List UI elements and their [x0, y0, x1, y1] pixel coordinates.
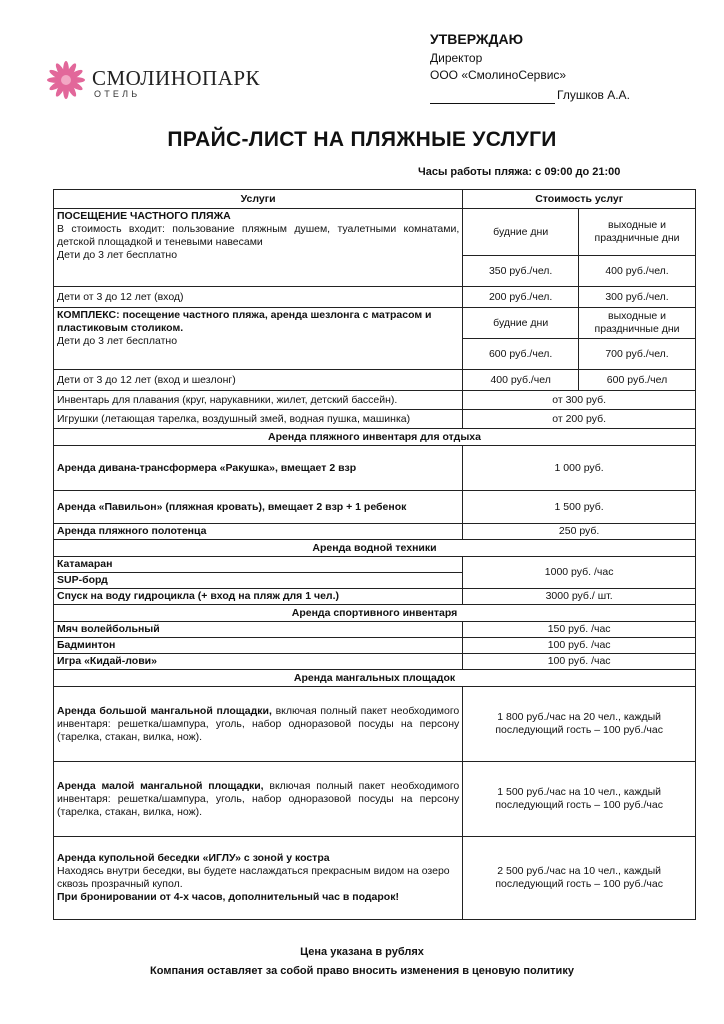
section-bbq-title: Аренда мангальных площадок [54, 670, 696, 687]
table-row [54, 622, 696, 638]
table-row [54, 370, 696, 391]
table-row [54, 391, 696, 410]
small-bbq-price: 1 500 руб./час на 10 чел., каждый последующий гость – 100 руб./час [463, 762, 696, 837]
private-price-weekends: 400 руб./чел. [579, 256, 696, 287]
table-row [54, 687, 696, 762]
table-row [54, 654, 696, 670]
section-row [54, 605, 696, 622]
big-bbq-price: 1 800 руб./час на 20 чел., каждый последующий гость – 100 руб./час [463, 687, 696, 762]
complex-kids-weekends: 600 руб./чел [579, 370, 696, 391]
table-row [54, 557, 696, 573]
private-beach-desc: В стоимость входит: пользование пляжным душем, туалетными комнатами, детской площадкой и теневыми навесами [57, 223, 460, 248]
signature-blank [430, 91, 555, 104]
table-row [54, 491, 696, 524]
private-beach-title: ПОСЕЩЕНИЕ ЧАСТНОГО ПЛЯЖА [57, 210, 231, 222]
catamaran-label: Катамаран [54, 557, 463, 573]
beach-hours: Часы работы пляжа: с 09:00 до 21:00 [418, 166, 621, 178]
logo-name: СМОЛИНОПАРК [92, 66, 261, 90]
toys-label: Игрушки (летающая тарелка, воздушный змей, водная пушка, машинка) [54, 410, 463, 429]
footer-disclaimer: Компания оставляет за собой право вносить изменения в ценовую политику [150, 965, 574, 977]
swim-gear-label: Инвентарь для плавания (круг, нарукавники, жилет, детский бассейн). [54, 391, 463, 410]
table-header-row [54, 190, 696, 209]
flower-logo-icon [44, 58, 88, 102]
section-row [54, 429, 696, 446]
swim-gear-price: от 300 руб. [463, 391, 696, 410]
kidai-price: 100 руб. /час [463, 654, 696, 670]
private-kids-label: Дети от 3 до 12 лет (вход) [54, 287, 463, 308]
hotel-logo [44, 58, 274, 108]
table-row [54, 837, 696, 920]
complex-kids-label: Дети от 3 до 12 лет (вход и шезлонг) [54, 370, 463, 391]
water-price: 1000 руб. /час [463, 557, 696, 589]
table-row [54, 524, 696, 540]
price-table [53, 189, 696, 920]
approval-block [430, 28, 690, 104]
complex-title: КОМПЛЕКС: посещение частного пляжа, аренда шезлонга с матрасом и пластиковым столиком. [57, 309, 432, 334]
approval-position: Директор [430, 51, 483, 65]
table-row [54, 446, 696, 491]
table-row [54, 589, 696, 605]
kidai-label: Игра «Кидай-лови» [54, 654, 463, 670]
page-title: ПРАЙС-ЛИСТ НА ПЛЯЖНЫЕ УСЛУГИ [167, 128, 557, 151]
towel-label: Аренда пляжного полотенца [54, 524, 463, 540]
volleyball-price: 150 руб. /час [463, 622, 696, 638]
small-bbq-desc: включая полный пакет необходимого инвентаря: решетка/шампура, уголь, набор одноразовой посуды на персону (тарелка, стакан, вилка, нож). [57, 779, 460, 818]
logo-subtitle: ОТЕЛЬ [94, 89, 141, 99]
big-bbq-desc: включая полный пакет необходимого инвентаря: решетка/шампура, уголь, набор одноразовой посуды на персону (тарелка, стакан, вилка, нож). [57, 704, 460, 743]
big-bbq-cell [54, 687, 463, 762]
complex-kids-weekdays: 400 руб./чел [463, 370, 579, 391]
private-kids-weekdays: 200 руб./чел. [463, 287, 579, 308]
complex-price-weekdays: 600 руб./чел. [463, 339, 579, 370]
private-weekdays-label: будние дни [463, 209, 579, 256]
footer [0, 943, 724, 981]
complex-price-weekends: 700 руб./чел. [579, 339, 696, 370]
complex-weekdays-label: будние дни [463, 308, 579, 339]
approval-company: ООО «СмолиноСервис» [430, 68, 567, 82]
private-weekends-label: выходные и праздничные дни [579, 209, 696, 256]
jetski-price: 3000 руб./ шт. [463, 589, 696, 605]
private-beach-cell [54, 209, 463, 287]
igloo-title: Аренда купольной беседки «ИГЛУ» с зоной у костра [57, 852, 330, 864]
private-kids-weekends: 300 руб./чел. [579, 287, 696, 308]
approval-signer: Глушков А.А. [557, 88, 630, 102]
private-price-weekdays: 350 руб./чел. [463, 256, 579, 287]
table-row [54, 209, 696, 256]
section-row [54, 670, 696, 687]
towel-price: 250 руб. [463, 524, 696, 540]
section-sport-title: Аренда спортивного инвентаря [54, 605, 696, 622]
section-rest-title: Аренда пляжного инвентаря для отдыха [54, 429, 696, 446]
complex-weekends-label: выходные и праздничные дни [579, 308, 696, 339]
complex-kids-free: Дети до 3 лет бесплатно [57, 335, 178, 347]
badminton-price: 100 руб. /час [463, 638, 696, 654]
volleyball-label: Мяч волейбольный [54, 622, 463, 638]
table-row [54, 410, 696, 429]
complex-cell [54, 308, 463, 370]
table-row [54, 638, 696, 654]
toys-price: от 200 руб. [463, 410, 696, 429]
big-bbq-title: Аренда большой мангальной площадки, [57, 704, 272, 717]
small-bbq-title: Аренда малой мангальной площадки, [57, 779, 264, 792]
table-row [54, 762, 696, 837]
section-row [54, 540, 696, 557]
sofa-price: 1 000 руб. [463, 446, 696, 491]
small-bbq-cell [54, 762, 463, 837]
header-price: Стоимость услуг [463, 190, 696, 209]
igloo-price: 2 500 руб./час на 10 чел., каждый последующий гость – 100 руб./час [463, 837, 696, 920]
table-row [54, 308, 696, 339]
igloo-desc: Находясь внутри беседки, вы будете наслаждаться прекрасным видом на озеро сквозь прозрачный купол. [57, 865, 450, 890]
pavilion-label: Аренда «Павильон» (пляжная кровать), вмещает 2 взр + 1 ребенок [54, 491, 463, 524]
igloo-promo: При бронировании от 4-х часов, дополнительный час в подарок! [57, 891, 399, 903]
jetski-label: Спуск на воду гидроцикла (+ вход на пляж для 1 чел.) [54, 589, 463, 605]
private-beach-kids-free: Дети до 3 лет бесплатно [57, 249, 178, 261]
section-water-title: Аренда водной техники [54, 540, 696, 557]
pavilion-price: 1 500 руб. [463, 491, 696, 524]
igloo-cell [54, 837, 463, 920]
approval-signature-line [430, 87, 690, 104]
sofa-label: Аренда дивана-трансформера «Ракушка», вмещает 2 взр [54, 446, 463, 491]
approval-title: УТВЕРЖДАЮ [430, 31, 524, 47]
table-row [54, 287, 696, 308]
header-services: Услуги [54, 190, 463, 209]
footer-currency-note: Цена указана в рублях [300, 946, 424, 958]
badminton-label: Бадминтон [54, 638, 463, 654]
sup-label: SUP-борд [54, 573, 463, 589]
